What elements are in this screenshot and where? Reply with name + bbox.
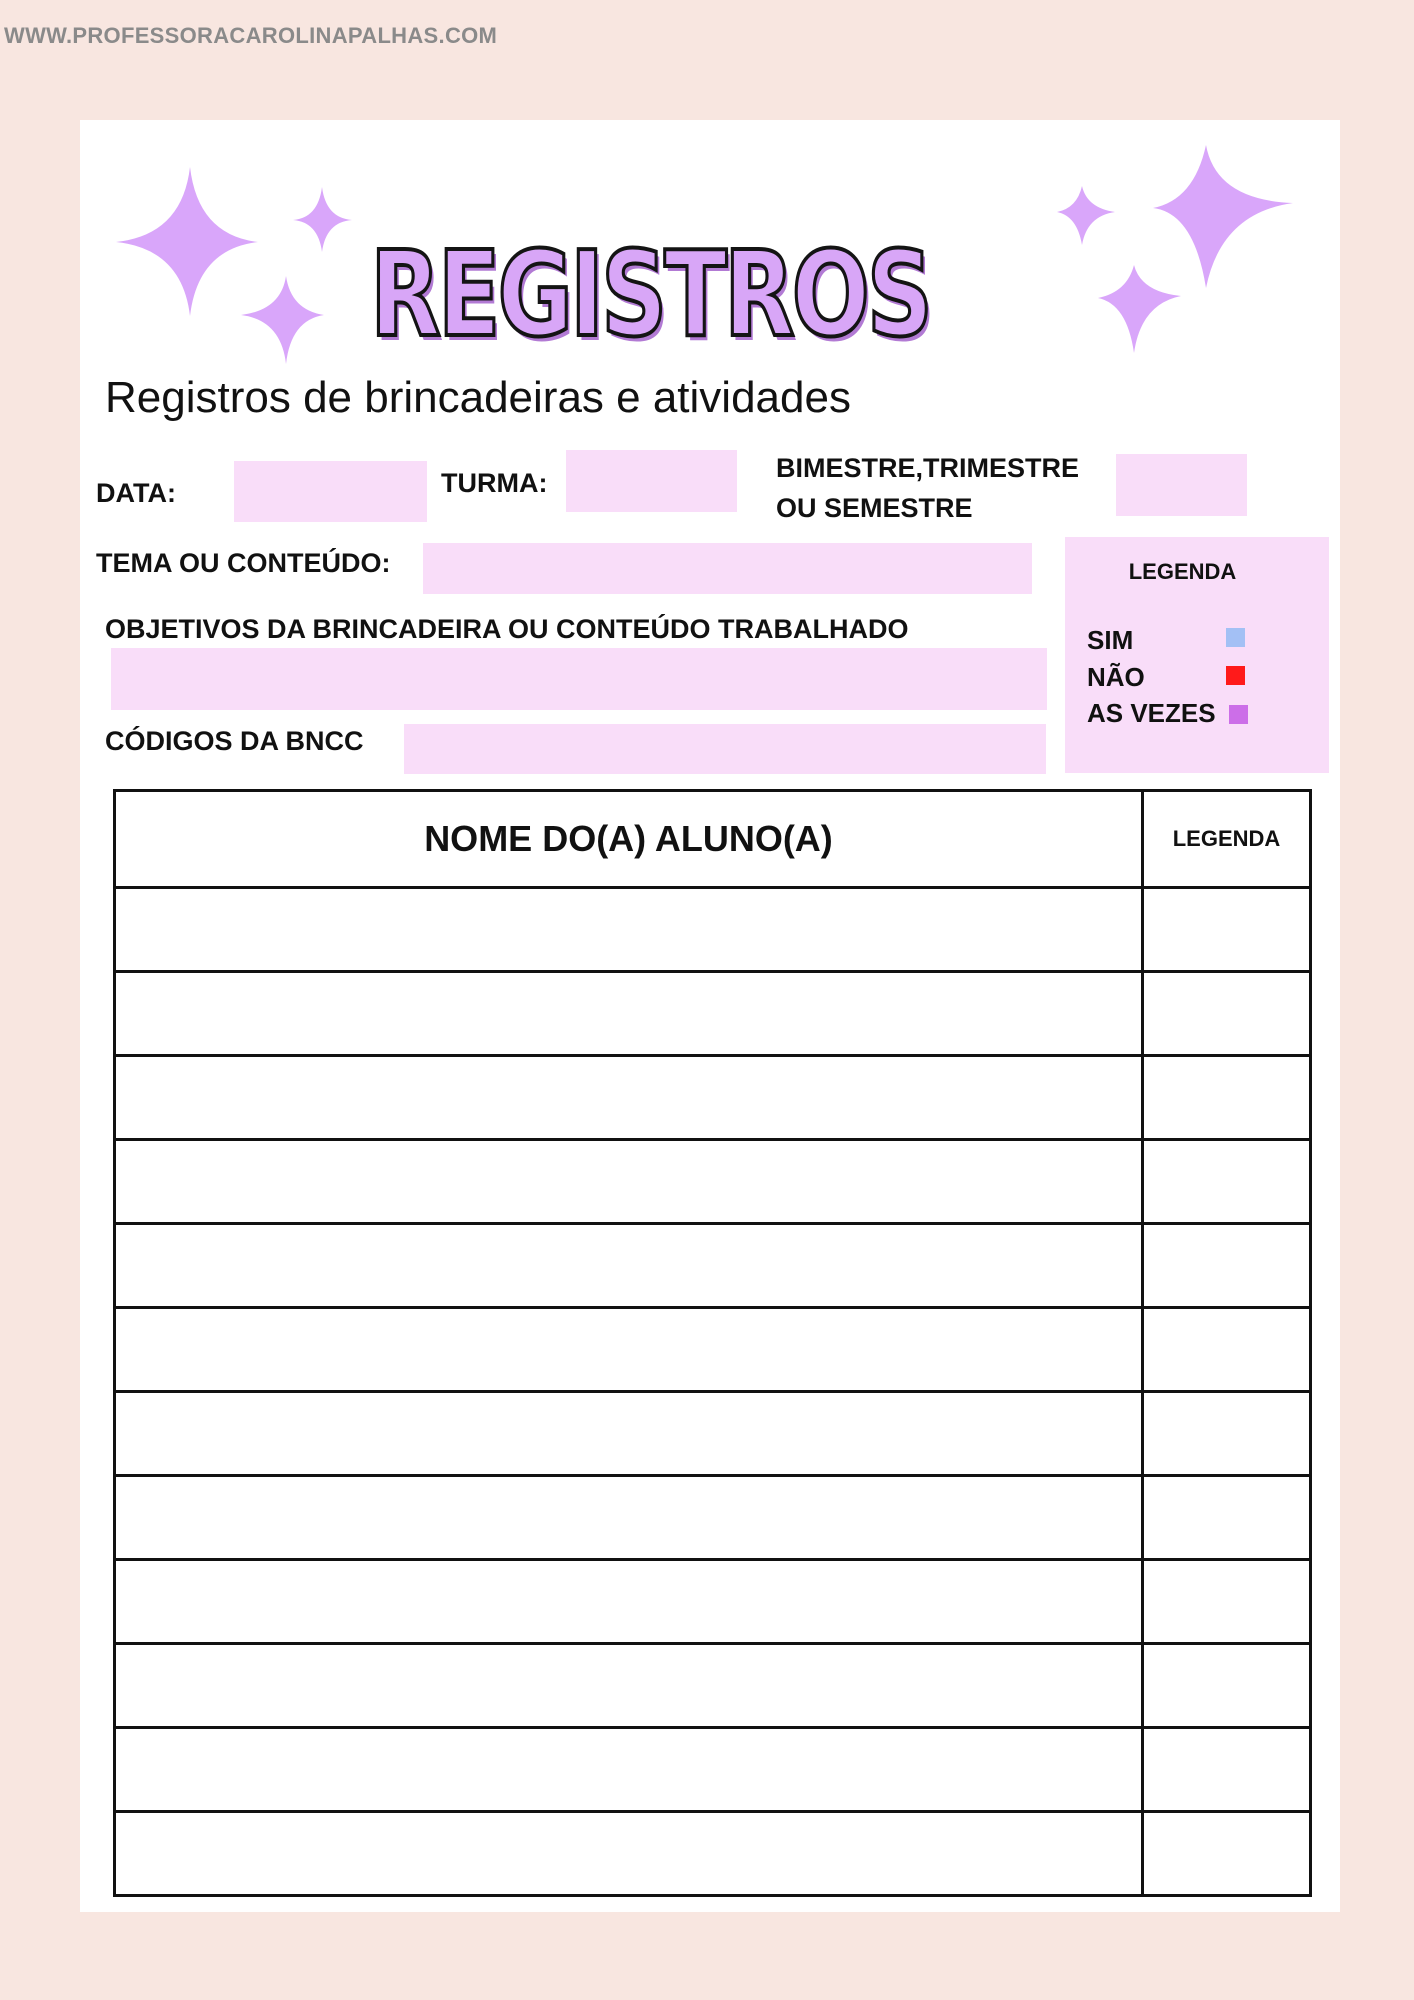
- legend-cell[interactable]: [1143, 1308, 1311, 1392]
- table-row: [115, 1560, 1311, 1644]
- table-row: [115, 1308, 1311, 1392]
- data-field[interactable]: [234, 461, 427, 522]
- sparkle-icon: [1153, 145, 1293, 288]
- table-row: [115, 1392, 1311, 1476]
- legend-cell[interactable]: [1143, 1560, 1311, 1644]
- table-row: [115, 972, 1311, 1056]
- legend-cell[interactable]: [1143, 1140, 1311, 1224]
- legend-cell[interactable]: [1143, 1224, 1311, 1308]
- legend-cell[interactable]: [1143, 1812, 1311, 1896]
- legend-swatch-nao: [1226, 666, 1245, 685]
- legend-cell[interactable]: [1143, 888, 1311, 972]
- student-name-cell[interactable]: [115, 1308, 1143, 1392]
- student-name-cell[interactable]: [115, 1140, 1143, 1224]
- student-name-cell[interactable]: [115, 1392, 1143, 1476]
- data-label: DATA:: [96, 478, 176, 508]
- table-row: [115, 888, 1311, 972]
- page-subtitle: Registros de brincadeiras e atividades: [105, 373, 851, 422]
- table-row: [115, 1140, 1311, 1224]
- objetivos-label: OBJETIVOS DA BRINCADEIRA OU CONTEÚDO TRABALHADO: [105, 614, 909, 644]
- student-table: [113, 789, 1312, 1897]
- worksheet: [80, 120, 1340, 1912]
- sparkle-icon: [241, 276, 324, 364]
- sparkle-icon: [293, 187, 352, 252]
- column-header-name: NOME DO(A) ALUNO(A): [115, 791, 1143, 888]
- legend-cell[interactable]: [1143, 1476, 1311, 1560]
- tema-field[interactable]: [423, 543, 1032, 594]
- table-row: [115, 1056, 1311, 1140]
- table-row: [115, 1812, 1311, 1896]
- codigos-label: CÓDIGOS DA BNCC: [105, 726, 364, 756]
- website-url: WWW.PROFESSORACAROLINAPALHAS.COM: [4, 23, 498, 48]
- codigos-field[interactable]: [404, 724, 1046, 774]
- legend-cell[interactable]: [1143, 972, 1311, 1056]
- legend-swatch-as-vezes: [1229, 705, 1248, 724]
- student-name-cell[interactable]: [115, 1224, 1143, 1308]
- student-name-cell[interactable]: [115, 1644, 1143, 1728]
- objetivos-field[interactable]: [111, 648, 1047, 710]
- legend-item-sim: SIM: [1087, 625, 1134, 655]
- legend-cell[interactable]: [1143, 1728, 1311, 1812]
- legend-cell[interactable]: [1143, 1392, 1311, 1476]
- table-row: [115, 1224, 1311, 1308]
- sparkle-icon: [116, 167, 258, 316]
- periodo-field[interactable]: [1116, 454, 1247, 516]
- table-row: [115, 1728, 1311, 1812]
- student-name-cell[interactable]: [115, 1560, 1143, 1644]
- student-name-cell[interactable]: [115, 1056, 1143, 1140]
- turma-field[interactable]: [566, 450, 737, 512]
- legend-swatch-sim: [1226, 628, 1245, 647]
- table-row: [115, 1476, 1311, 1560]
- student-name-cell[interactable]: [115, 1728, 1143, 1812]
- periodo-label-line1: BIMESTRE,TRIMESTRE: [776, 453, 1080, 483]
- student-name-cell[interactable]: [115, 1812, 1143, 1896]
- turma-label: TURMA:: [441, 468, 548, 498]
- page-title: REGISTROS: [370, 225, 930, 363]
- legend-item-nao: NÃO: [1087, 662, 1145, 692]
- legend-box: [1065, 537, 1329, 773]
- column-header-legend: LEGENDA: [1143, 791, 1311, 888]
- legend-cell[interactable]: [1143, 1644, 1311, 1728]
- student-name-cell[interactable]: [115, 972, 1143, 1056]
- legend-item-as-vezes: AS VEZES: [1087, 698, 1216, 728]
- table-row: [115, 1644, 1311, 1728]
- legend-title: LEGENDA: [1128, 559, 1237, 584]
- periodo-label-line2: OU SEMESTRE: [776, 493, 973, 523]
- student-name-cell[interactable]: [115, 888, 1143, 972]
- table-header-row: [115, 791, 1311, 888]
- tema-label: TEMA OU CONTEÚDO:: [96, 548, 391, 578]
- student-name-cell[interactable]: [115, 1476, 1143, 1560]
- legend-cell[interactable]: [1143, 1056, 1311, 1140]
